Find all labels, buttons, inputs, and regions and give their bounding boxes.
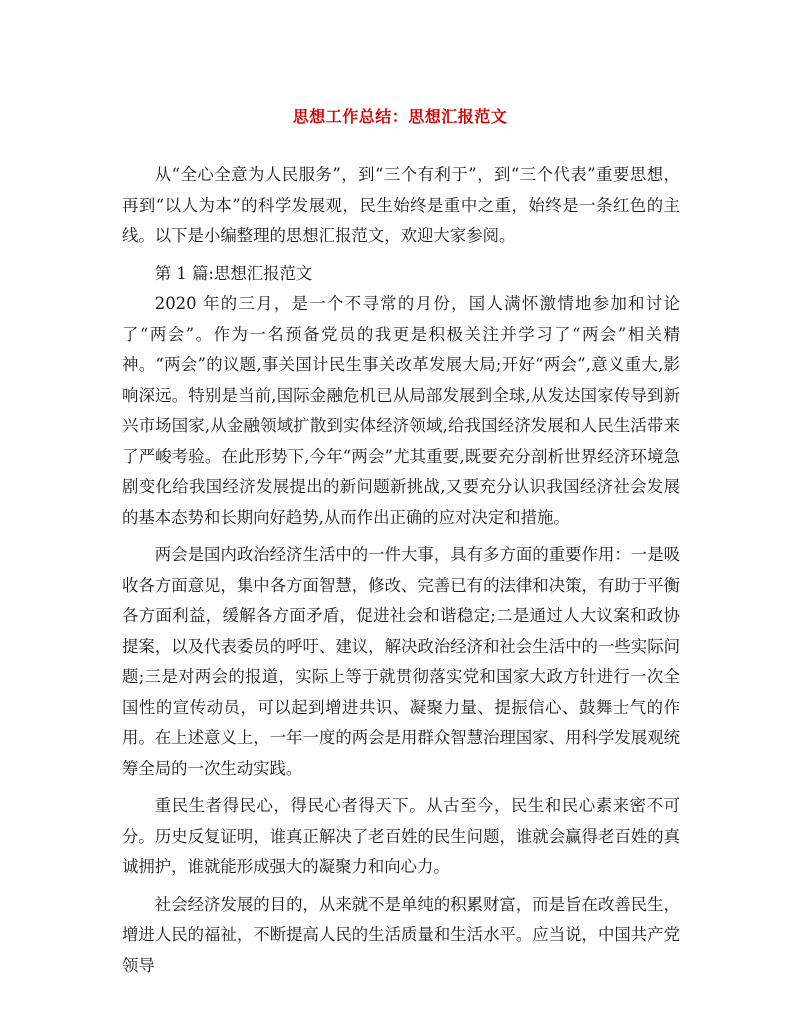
document-title: 思想工作总结：思想汇报范文 — [292, 107, 508, 126]
body-paragraph: 两会是国内政治经济生活中的一件大事，具有多方面的重要作用：一是吸收各方面意见，集中各方面智慧，修改、完善已有的法律和决策，有助于平衡各方面利益，缓解各方面矛盾，促进社会和谐稳定;二是通过人大议案和政协提案，以及代表委员的呼吁、建议，解决政治经济和社会生活中的一些实际问题;三是对两会的报道，实际上等于就贯彻落实党和国家大政方针进行一次全国性的宣传动员，可以起到增进共识、凝聚力量、提振信心、鼓舞士气的作用。在上述意义上，一年一度的两会是用群众智慧治理国家、用科学发展观统筹全局的一次生动实践。 — [122, 545, 680, 778]
section-heading: 第 1 篇:思想汇报范文 — [154, 263, 313, 283]
body-paragraph: 重民生者得民心，得民心者得天下。从古至今，民生和民心素来密不可分。历史反复证明，谁真正解决了老百姓的民生问题，谁就会赢得老百姓的真诚拥护，谁就能形成强大的凝聚力和向心力。 — [122, 796, 680, 876]
body-paragraph: 2020 年的三月，是一个不寻常的月份，国人满怀激情地参加和讨论了“两会”。作为一名预备党员的我更是积极关注并学习了“两会”相关精神。“两会”的议题,事关国计民生事关改革发展大局;开好“两会”,意义重大,影响深远。特别是当前,国际金融危机已从局部发展到全球,从发达国家传导到新兴市场国家,从金融领域扩散到实体经济领域,给我国经济发展和人民生活带来了严峻考验。在此形势下,今年“两会”尤其重要,既要充分剖析世界经济环境急剧变化给我国经济发展提出的新问题新挑战,又要充分认识我国经济社会发展的基本态势和长期向好趋势,从而作出正确的应对决定和措施。 — [122, 294, 680, 527]
document-body — [122, 160, 680, 988]
intro-paragraph: 从“全心全意为人民服务”，到“三个有利于”，到“三个代表”重要思想，再到“以人为本”的科学发展观，民生始终是重中之重，始终是一条红色的主线。以下是小编整理的思想汇报范文，欢迎大家参阅。 — [122, 165, 680, 245]
body-paragraph: 社会经济发展的目的，从来就不是单纯的积累财富，而是旨在改善民生，增进人民的福祉，不断提高人民的生活质量和生活水平。应当说，中国共产党领导 — [122, 894, 680, 975]
